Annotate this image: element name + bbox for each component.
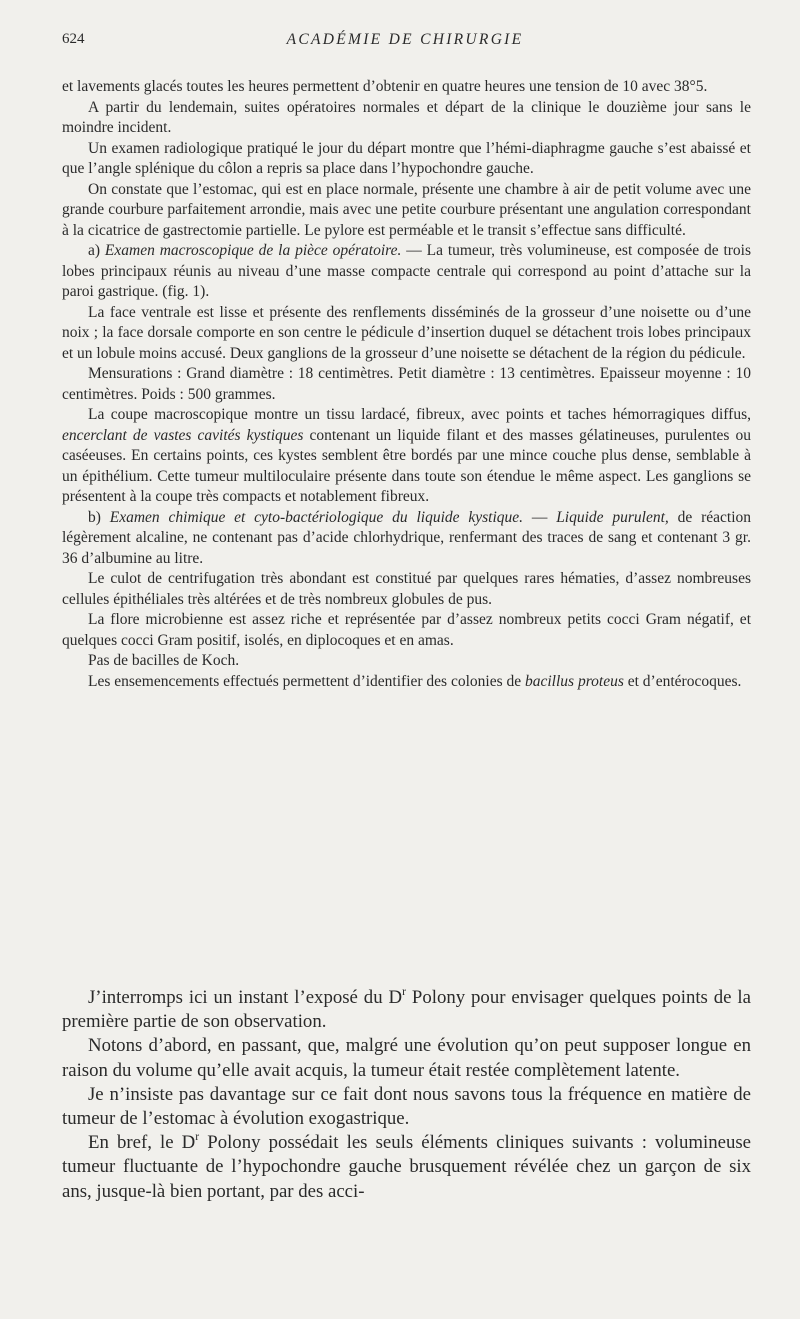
italic-phrase: encerclant de vastes cavités kystiques xyxy=(62,426,304,444)
paragraph: La face ventrale est lisse et présente des renflements disséminés de la grosseur d’une noisette ou d’une noix ; la face dorsale comporte en son centre le pédicule d’insertion duquel se détachent trois lobes principaux et un lobule moins accusé. Deux ganglions de la grosseur d’une noisette se détachent de la région du pédicule. xyxy=(62,303,751,362)
paragraph: Un examen radiologique pratiqué le jour du départ montre que l’hémi-diaphragme gauche s’est abaissé et que l’angle splénique du côlon a repris sa place dans l’hypochondre gauche. xyxy=(62,139,751,177)
paragraph-text: — La tumeur, très volumineuse, est composée de trois lobes principaux réunis au niveau d’une masse compacte centrale qui correspond au point d’attache sur la paroi gastrique. (fig. 1). xyxy=(62,242,751,300)
paragraph-text: et d’entérocoques. xyxy=(623,672,742,690)
paragraph-text: Les ensemencements effectués permettent d’identifier des colonies de xyxy=(88,672,525,690)
section-heading: Examen chimique et cyto-bactériologique du liquide kystique. xyxy=(109,508,524,526)
paragraph: Je n’insiste pas davantage sur ce fait dont nous savons tous la fréquence en matière de tumeur de l’estomac à évolution exogastrique. xyxy=(62,1083,751,1130)
paragraph xyxy=(62,986,751,1034)
paragraph: Pas de bacilles de Koch. xyxy=(88,652,240,669)
paragraph xyxy=(62,241,751,303)
section-marker: a) xyxy=(88,242,105,259)
paragraph-text: J’interromps ici un instant l’exposé du D xyxy=(88,987,403,1008)
running-title: ACADÉMIE DE CHIRURGIE xyxy=(286,31,524,48)
paragraph-text: de réaction légèrement alcaline, ne contenant pas d’acide chlorhydrique, renfermant des traces de sang et contenant 3 gr. 36 d’albumine au litre. xyxy=(62,508,752,567)
dash: — xyxy=(523,508,557,526)
paragraph-text: contenant un liquide filant et des masses gélatineuses, purulentes ou caséeuses. En certains points, ces kystes semblent être bordés par une mince couche plus dense, semblable à un épithélium. Cette tumeur multiloculaire présente dans toute son étendue le même aspect. Les ganglions se présentent à la coupe très compacts et notablement fibreux. xyxy=(62,426,751,505)
observation-text xyxy=(62,77,751,692)
paragraph: On constate que l’estomac, qui est en place normale, présente une chambre à air de petit volume avec une grande courbure parfaitement arrondie, mais avec une petite courbure présentant une angulation correspondant à la cicatrice de gastrectomie partielle. Le pylore est perméable et le transit s’effectue sans difficulté. xyxy=(62,180,751,239)
paragraph: Le culot de centrifugation très abondant est constitué par quelques rares hématies, d’assez nombreuses cellules épithéliales très altérées et de très nombreux globules de pus. xyxy=(62,570,751,608)
paragraph-text: Polony possédait les seuls éléments cliniques suivants : volumineuse tumeur fluctuante de l’hypochondre gauche brusquement révélée chez un garçon de six ans, jusque-là bien portant, par des acci- xyxy=(62,1132,752,1202)
page-number: 624 xyxy=(62,31,85,47)
superscript: r xyxy=(195,1129,200,1143)
paragraph: et lavements glacés toutes les heures permettent d’obtenir en quatre heures une tension de 10 avec 38°5. xyxy=(62,78,708,95)
paragraph-text: En bref, le D xyxy=(88,1132,196,1154)
paragraph xyxy=(62,405,751,508)
commentary-text xyxy=(62,986,751,1204)
paragraph-text: Polony pour envisager quelques points de la première partie de son observation. xyxy=(62,987,751,1033)
italic-phrase: bacillus proteus xyxy=(524,672,624,690)
paragraph: A partir du lendemain, suites opératoires normales et départ de la clinique le douzième jour sans le moindre incident. xyxy=(62,98,751,136)
paragraph-text: La coupe macroscopique montre un tissu lardacé, fibreux, avec points et taches hémorragiques diffus, xyxy=(88,406,751,423)
section-marker: b) xyxy=(88,508,110,526)
paragraph xyxy=(62,1131,751,1204)
paragraph xyxy=(62,508,751,570)
italic-phrase: Liquide purulent, xyxy=(556,508,669,526)
running-header xyxy=(62,31,748,53)
paragraph: Mensurations : Grand diamètre : 18 centimètres. Petit diamètre : 13 centimètres. Epaisseur moyenne : 10 centimètres. Poids : 500 grammes. xyxy=(62,365,751,403)
section-heading: Examen macroscopique de la pièce opératoire. xyxy=(104,242,402,259)
paragraph: La flore microbienne est assez riche et représentée par d’assez nombreux petits cocci Gram négatif, et quelques cocci Gram positif, isolés, en diplocoques et en amas. xyxy=(62,611,751,649)
paragraph: Notons d’abord, en passant, que, malgré une évolution qu’on peut supposer longue en raison du volume qu’elle avait acquis, la tumeur était restée complètement latente. xyxy=(62,1035,751,1081)
paragraph xyxy=(62,672,751,693)
superscript: r xyxy=(402,984,406,998)
